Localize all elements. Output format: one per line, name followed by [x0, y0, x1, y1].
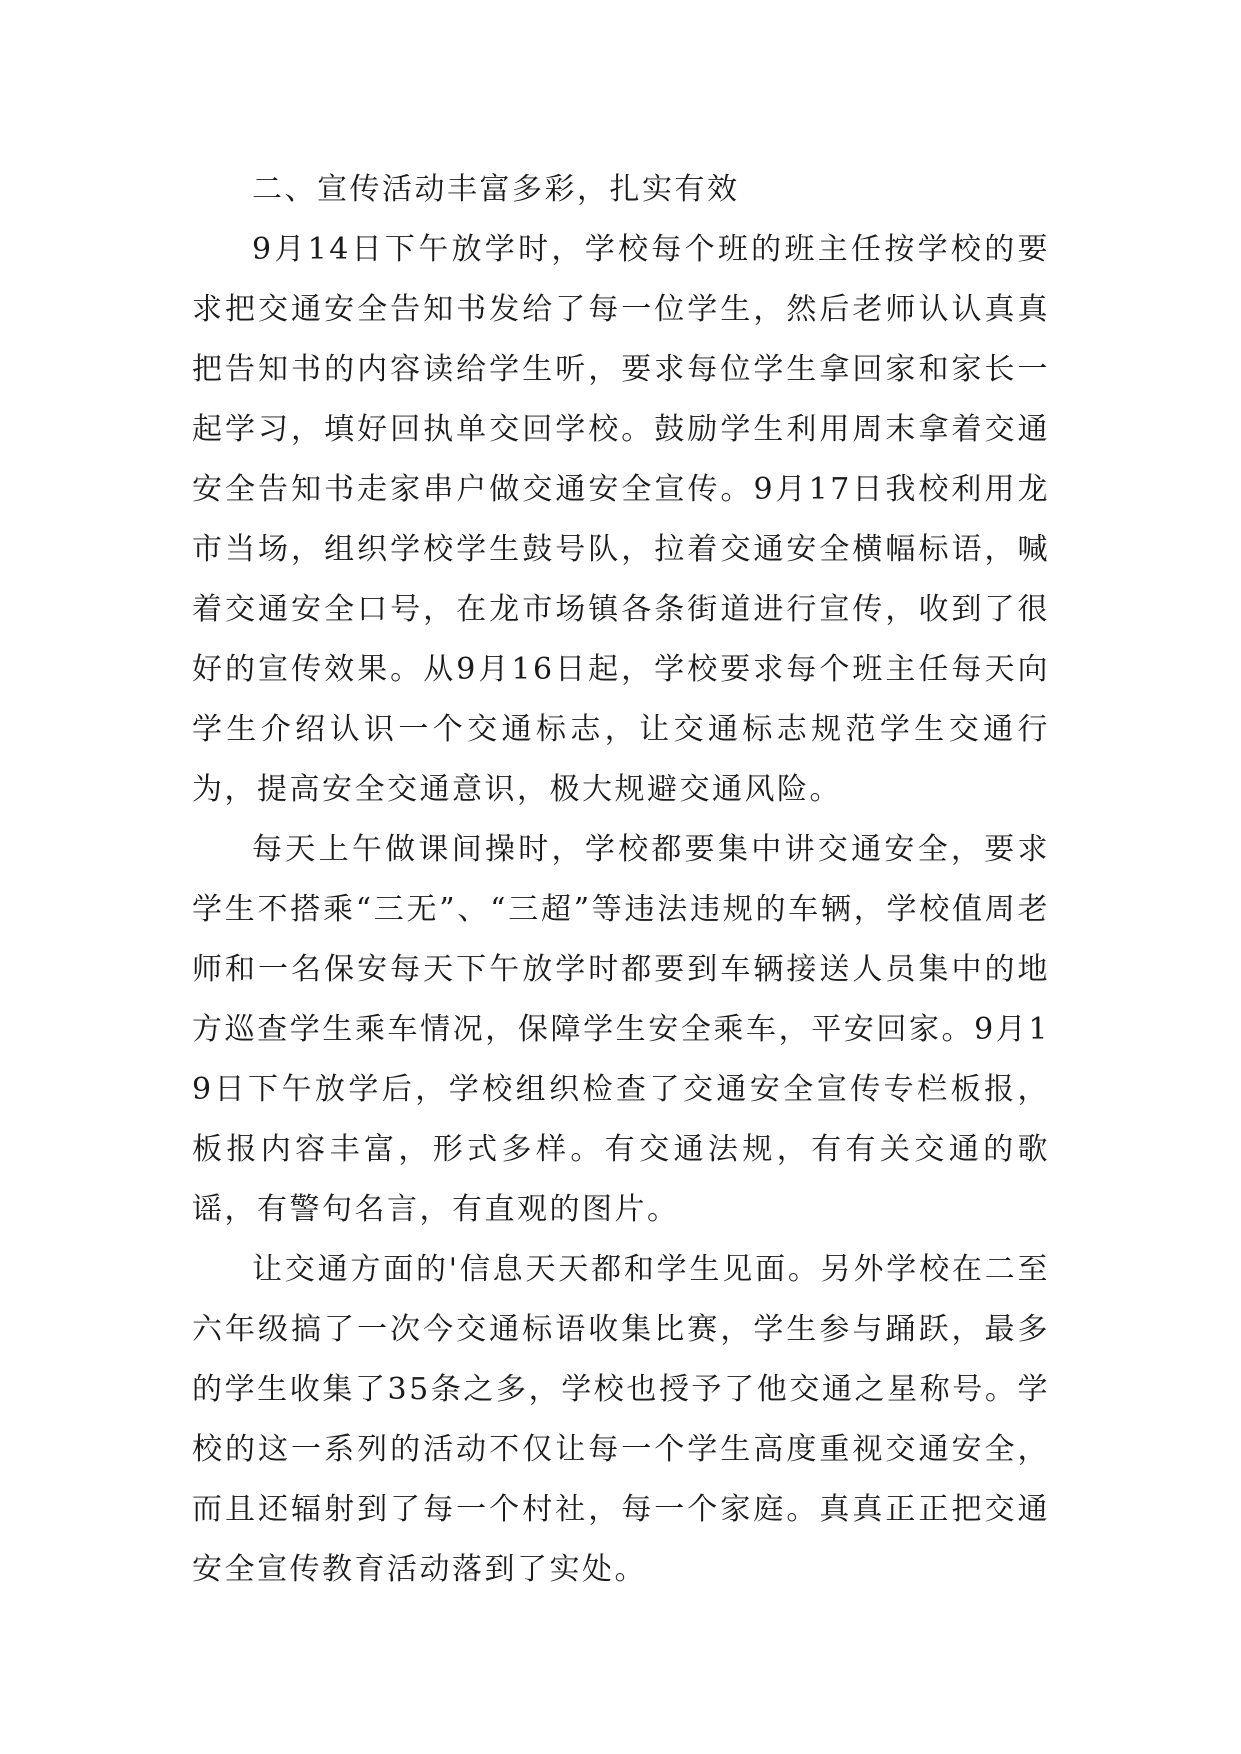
paragraph-1: 9月14日下午放学时，学校每个班的班主任按学校的要求把交通安全告知书发给了每一位学生，然后老师认认真真把告知书的内容读给学生听，要求每位学生拿回家和家长一起学习，填好回执单交回学校。鼓励学生利用周末拿着交通安全告知书走家串户做交通安全宣传。9月17日我校利用龙市当场，组织学校学生鼓号队，拉着交通安全横幅标语，喊着交通安全口号，在龙市场镇各条街道进行宣传，收到了很好的宣传效果。从9月16日起，学校要求每个班主任每天向学生介绍认识一个交通标志，让交通标志规范学生交通行为，提高安全交通意识，极大规避交通风险。	[192, 232, 1050, 807]
paragraph-2: 每天上午做课间操时，学校都要集中讲交通安全，要求学生不搭乘“三无”、“三超”等违法违规的车辆，学校值周老师和一名保安每天下午放学时都要到车辆接送人员集中的地方巡查学生乘车情况，保障学生安全乘车，平安回家。9月19日下午放学后，学校组织检查了交通安全宣传专栏板报，板报内容丰富，形式多样。有交通法规，有有关交通的歌谣，有警句名言，有直观的图片。	[192, 832, 1050, 1227]
paragraph-3: 让交通方面的'信息天天都和学生见面。另外学校在二至六年级搞了一次今交通标语收集比赛，学生参与踊跃，最多的学生收集了35条之多，学校也授予了他交通之星称号。学校的这一系列的活动不仅让每一个学生高度重视交通安全，而且还辐射到了每一个村社，每一个家庭。真真正正把交通安全宣传教育活动落到了实处。	[192, 1252, 1050, 1587]
document-body	[192, 160, 1050, 1600]
section-heading: 二、宣传活动丰富多彩，扎实有效	[252, 172, 740, 207]
